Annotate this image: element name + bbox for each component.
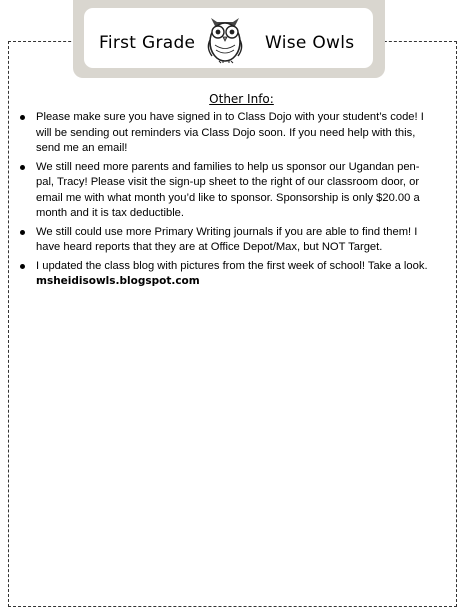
list-item-text: We still need more parents and families to help us sponsor our Ugandan pen-pal, Tracy! Please visit the sign-up sheet to the right of our classroom door, or email me with what month you’d like to sponsor. Sponsorship is only $20.00 a month and it is tax deductible. (36, 160, 420, 219)
bullet-icon (20, 165, 25, 170)
section-title: Other Info: (209, 92, 274, 106)
bullet-icon (20, 115, 25, 120)
blog-url: msheidisowls.blogspot.com (36, 275, 200, 287)
info-list (16, 110, 436, 293)
list-item (16, 225, 436, 256)
header-title-right: Wise Owls (265, 33, 355, 53)
list-item-text: I updated the class blog with pictures from the first week of school! Take a look. (36, 259, 428, 272)
list-item-text: Please make sure you have signed in to Class Dojo with your student’s code! I will be sending out reminders via Class Dojo soon. If you need help with this, send me an email! (36, 111, 424, 154)
bullet-icon (20, 230, 25, 235)
owl-icon (203, 12, 247, 64)
list-item-text: We still could use more Primary Writing journals if you are able to find them! I have heard reports that they are at Office Depot/Max, but NOT Target. (36, 225, 418, 253)
list-item (16, 160, 436, 222)
list-item (16, 110, 436, 157)
bullet-icon (20, 264, 25, 269)
header-title-left: First Grade (99, 33, 196, 53)
list-item (16, 259, 436, 290)
